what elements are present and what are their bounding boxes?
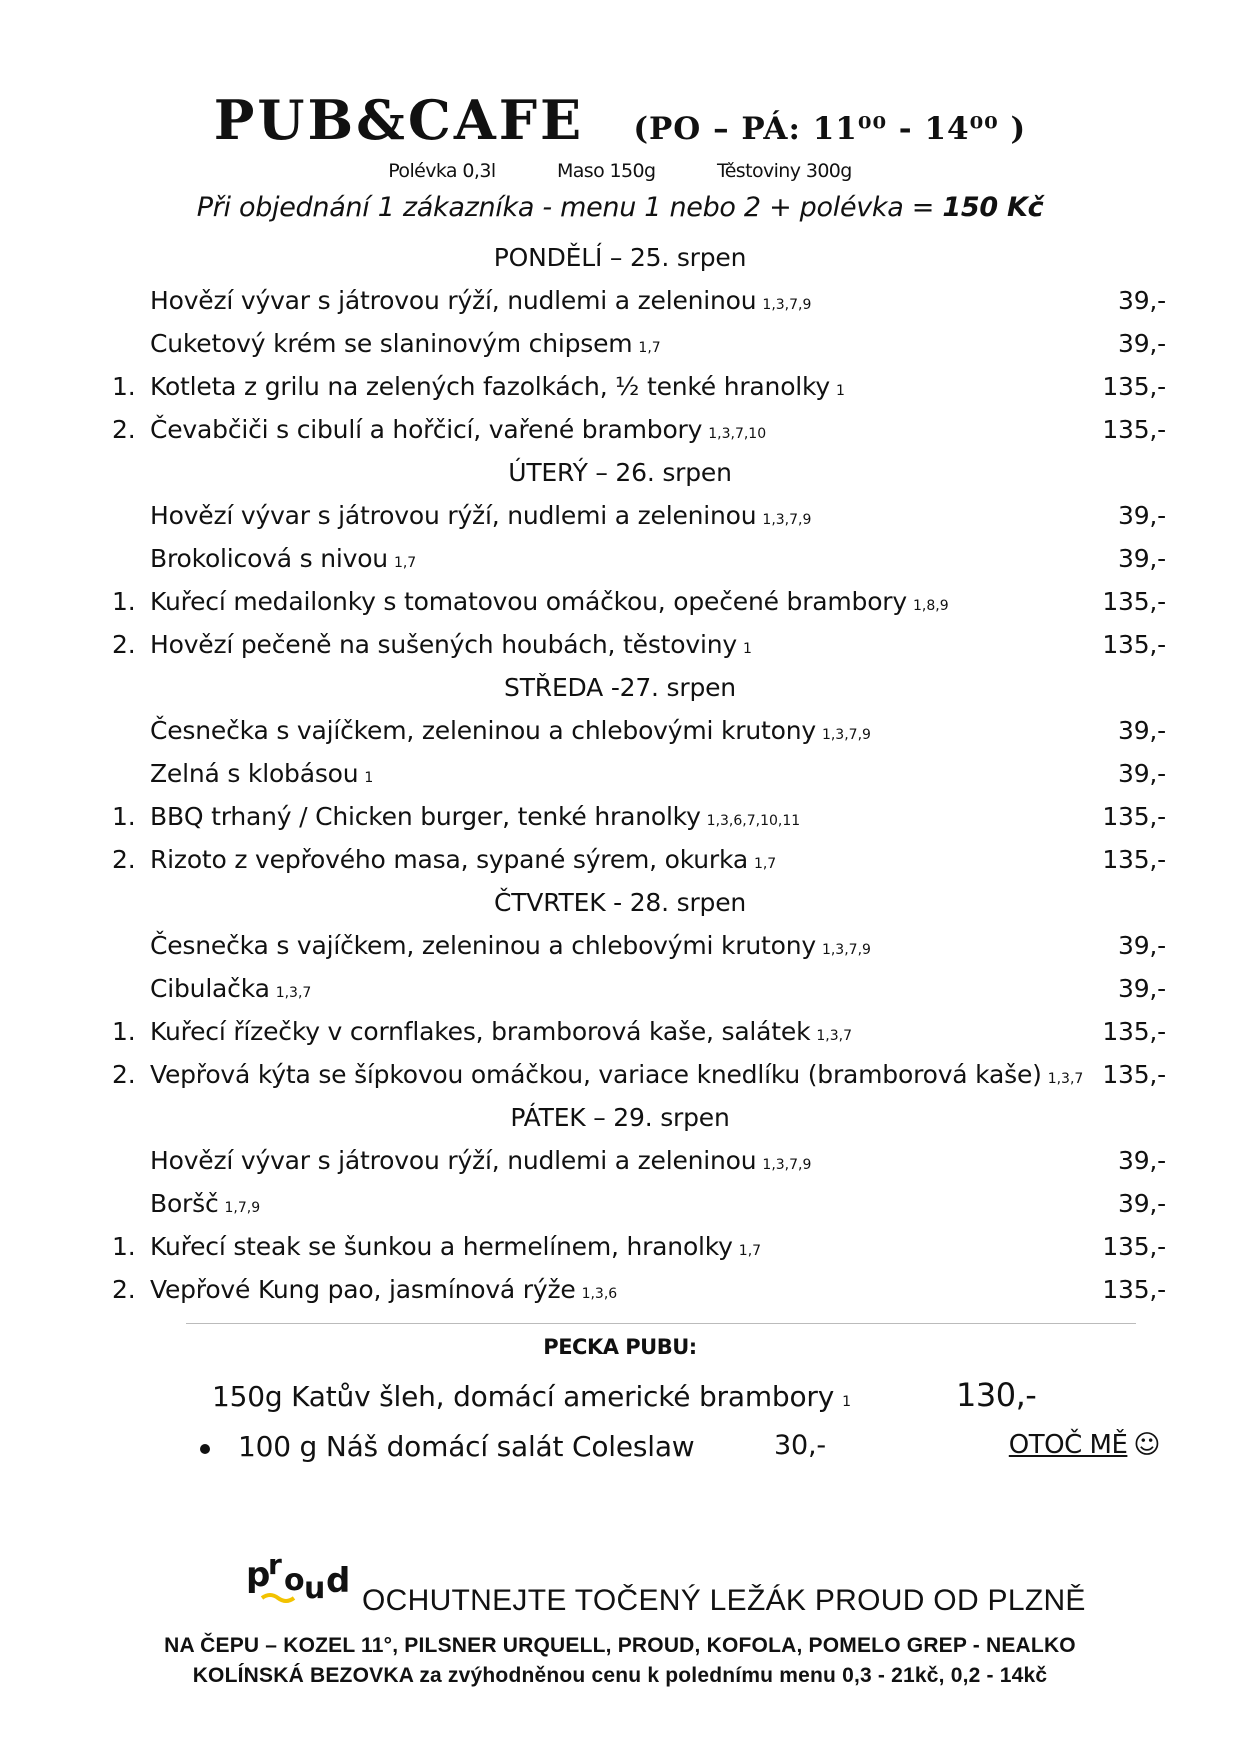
extra-item [200,1430,1160,1470]
day-heading: PÁTEK – 29. srpen [510,1103,730,1132]
dish-price: 39,- [1118,1189,1166,1218]
allergens: 1,3,7 [1047,1071,1084,1087]
svg-text:r: r [268,1548,282,1581]
offer-price: 150 Kč [942,192,1044,223]
dish-price: 135,- [1102,415,1166,444]
dish-number: 1. [112,372,136,401]
menu-offer [0,192,1240,223]
soup-row [0,537,1240,580]
offer-text: Při objednání 1 zákazníka - menu 1 nebo 2 + polévka = [196,192,943,223]
allergens: 1,7 [753,856,777,872]
soup-row [0,1182,1240,1225]
dish-price: 135,- [1102,845,1166,874]
dish-price: 135,- [1102,1060,1166,1089]
dish-name-wrap [150,709,871,757]
dish-price: 39,- [1118,501,1166,530]
main-dish-row [0,408,1240,451]
dish-number: 2. [112,415,136,444]
soup-row [0,494,1240,537]
main-dish-row [0,1225,1240,1268]
soup-row [0,1139,1240,1182]
dish-name: BBQ trhaný / Chicken burger, tenké hranolky [150,802,701,831]
dish-name: Čevabčiči s cibulí a hořčicí, vařené brambory [150,415,703,444]
dish-name-wrap [150,752,373,800]
allergens: 1,3,7,9 [821,727,871,743]
portion-soup: Polévka 0,3l [388,160,496,182]
divider [186,1323,1136,1324]
portion-sizes [0,160,1240,182]
dish-name: Kotleta z grilu na zelených fazolkách, ½ tenké hranolky [150,372,831,401]
allergens: 1,3,7,9 [762,1157,812,1173]
dish-name: Kuřecí řízečky v cornflakes, bramborová kaše, salátek [150,1017,811,1046]
allergens: 1,3,7 [816,1028,852,1044]
allergens: 1,3,7,9 [762,512,812,528]
header [0,88,1240,152]
dish-price: 39,- [1118,931,1166,960]
dish-name: Hovězí vývar s játrovou rýží, nudlemi a zeleninou [150,1146,757,1175]
dish-number: 1. [112,1017,136,1046]
dish-name-wrap [150,365,845,413]
soup-row [0,924,1240,967]
beer-tagline: OCHUTNEJTE TOČENÝ LEŽÁK PROUD OD PLZNĚ [362,1584,1086,1617]
dish-name-wrap [150,537,416,585]
dish-name: Česnečka s vajíčkem, zeleninou a chlebovými krutony [150,716,816,745]
dish-name-wrap [150,279,811,327]
allergens: 1 [742,641,752,657]
dish-number: 2. [112,845,136,874]
day-heading: ÚTERÝ – 26. srpen [508,458,732,487]
dish-name: Rizoto z vepřového masa, sypané sýrem, okurka [150,845,748,874]
allergens: 1,7 [638,340,661,356]
extra-name: 100 g Náš domácí salát Coleslaw [238,1430,695,1463]
dish-name-wrap [150,838,776,886]
dish-name: Hovězí pečeně na sušených houbách, těstoviny [150,630,737,659]
dish-name-wrap [150,924,871,972]
dish-price: 39,- [1118,286,1166,315]
allergens: 1,3,7,10 [708,426,767,442]
dish-name-wrap [150,1268,617,1316]
dish-price: 39,- [1118,759,1166,788]
turn-over-link[interactable] [1009,1430,1160,1460]
dish-name-wrap [150,967,311,1015]
day-heading: PONDĚLÍ – 25. srpen [493,243,747,272]
dish-name: Kuřecí steak se šunkou a hermelínem, hranolky [150,1232,733,1261]
portion-meat: Maso 150g [556,160,656,182]
allergens: 1,8,9 [912,598,949,614]
main-dish-row [0,1268,1240,1311]
allergens: 1,3,7,9 [821,942,871,958]
dish-name-wrap [150,1053,1083,1101]
dish-name: Cuketový krém se slaninovým chipsem [150,329,633,358]
allergens: 1,7,9 [224,1200,261,1216]
dish-name-wrap [150,1182,260,1230]
allergens: 1 [836,383,845,399]
day-heading: ČTVRTEK - 28. srpen [493,888,747,917]
opening-hours: (PO – PÁ: 11⁰⁰ - 14⁰⁰ ) [633,111,1027,147]
dish-name-wrap [150,1139,811,1187]
main-dish-row [0,1010,1240,1053]
allergens: 1,3,6,7,10,11 [706,813,801,829]
allergens: 1,3,7 [275,985,312,1001]
dish-price: 135,- [1102,587,1166,616]
main-dish-row [0,365,1240,408]
soup-row [0,967,1240,1010]
dish-name: Vepřová kýta se šípkovou omáčkou, variace knedlíku (bramborová kaše) [150,1060,1042,1089]
dish-number: 2. [112,630,136,659]
dish-price: 135,- [1102,1232,1166,1261]
dish-name: Cibulačka [150,974,270,1003]
dish-price: 39,- [1118,716,1166,745]
lemonade-offer-line: KOLÍNSKÁ BEZOVKA za zvýhodněnou cenu k polednímu menu 0,3 - 21kč, 0,2 - 14kč [192,1664,1048,1687]
special-name: 150g Katův šleh, domácí americké brambory [212,1380,835,1413]
dish-price: 135,- [1102,802,1166,831]
dish-number: 1. [112,587,136,616]
dish-name: Kuřecí medailonky s tomatovou omáčkou, opečené brambory [150,587,907,616]
dish-name: Brokolicová s nivou [150,544,388,573]
dish-name-wrap [150,795,800,843]
allergens: 1,7 [393,555,417,571]
dish-number: 1. [112,1232,136,1261]
day-heading: STŘEDA -27. srpen [504,673,736,702]
main-dish-row [0,1053,1240,1096]
special-dish [212,1380,851,1413]
svg-text:p: p [246,1555,271,1595]
main-dish-row [0,795,1240,838]
allergens: 1,3,6 [581,1286,618,1302]
special-price: 130,- [956,1376,1037,1414]
daily-menu [0,236,1240,1311]
soup-row [0,709,1240,752]
dish-price: 39,- [1118,974,1166,1003]
proud-logo [246,1546,356,1608]
dish-name: Česnečka s vajíčkem, zeleninou a chlebovými krutony [150,931,816,960]
bullet-icon [200,1444,210,1454]
main-dish-row [0,838,1240,881]
dish-name: Hovězí vývar s játrovou rýží, nudlemi a zeleninou [150,501,757,530]
dish-number: 1. [112,802,136,831]
portion-pasta: Těstoviny 300g [716,160,852,182]
page-title: PUB&CAFE [213,88,585,152]
dish-number: 2. [112,1060,136,1089]
dish-price: 135,- [1102,1017,1166,1046]
dish-name-wrap [150,1010,852,1058]
svg-text:u: u [304,1571,326,1606]
dish-name-wrap [150,494,811,542]
on-tap-line: NA ČEPU – KOZEL 11°, PILSNER URQUELL, PROUD, KOFOLA, POMELO GREP - NEALKO [164,1634,1076,1657]
extra-price: 30,- [774,1430,826,1461]
dish-name: Vepřové Kung pao, jasmínová rýže [150,1275,576,1304]
turn-over-label: OTOČ MĚ [1008,1430,1128,1460]
special-allergens: 1 [842,1394,851,1410]
allergens: 1 [364,770,374,786]
dish-price: 39,- [1118,1146,1166,1175]
soup-row [0,322,1240,365]
pecka-heading: PECKA PUBU: [543,1335,697,1359]
main-dish-row [0,580,1240,623]
dish-price: 135,- [1102,1275,1166,1304]
smiley-icon: ☺ [1133,1430,1160,1460]
dish-name: Zelná s klobásou [150,759,359,788]
allergens: 1,3,7,9 [762,297,812,313]
svg-text:d: d [326,1561,351,1601]
dish-price: 135,- [1102,630,1166,659]
main-dish-row [0,623,1240,666]
dish-price: 39,- [1118,329,1166,358]
svg-text:o: o [284,1563,305,1598]
dish-name: Hovězí vývar s játrovou rýží, nudlemi a zeleninou [150,286,757,315]
soup-row [0,752,1240,795]
dish-price: 135,- [1102,372,1166,401]
allergens: 1,7 [738,1243,762,1259]
dish-name-wrap [150,1225,761,1273]
dish-price: 39,- [1118,544,1166,573]
dish-number: 2. [112,1275,136,1304]
dish-name-wrap [150,322,661,370]
dish-name-wrap [150,623,752,671]
dish-name-wrap [150,580,949,628]
dish-name-wrap [150,408,766,456]
soup-row [0,279,1240,322]
dish-name: Boršč [150,1189,219,1218]
